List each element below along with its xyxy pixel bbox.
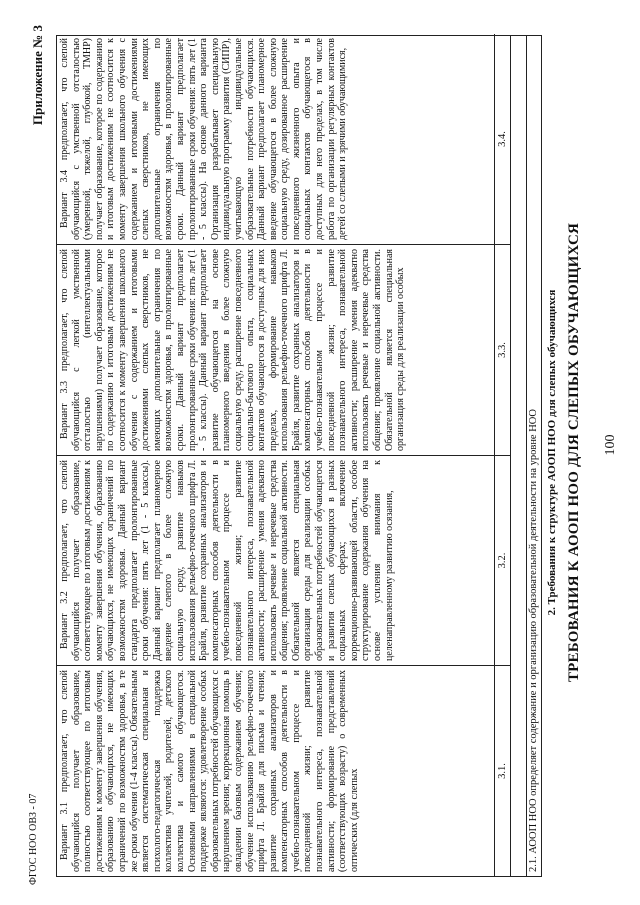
column-text-3-4 xyxy=(57,34,494,245)
column-text: Вариант 3.1 предполагает, что слепой обучающийся получает образование, полностью соответствующее по итоговым достижениям к моменту завершения обучения, образованию обучающихся, не имеющих ограничений по возможностям здоровья, в те же сроки обучения (1-4 классы). Обязательным является систематическая специальная и психолого-педагогическая поддержка коллектива учителей, родителей, детского коллектива и самого обучающегося. Основными направлениями в специальной поддержке являются: удовлетворение особых образовательных потребностей обучающихся с нарушением зрения; коррекционная помощь в овладении базовым содержанием обучения; обучение использованию рельефно-точечного шрифта Л. Брайля для письма и чтения; развитие сохранных анализаторов и компенсаторных способов деятельности в учебно-познавательном процессе и повседневной жизни; развитие познавательного интереса, познавательной активности; формирование представлений (соответствующих возрасту) о современных оптических (для слепых xyxy=(59,670,360,872)
page-number: 100 xyxy=(603,434,618,456)
column-text-3-1 xyxy=(57,666,494,876)
empty-row xyxy=(510,36,526,876)
column-text-3-2 xyxy=(57,456,494,666)
requirements-table xyxy=(56,35,542,877)
column-text: Вариант 3.2 предполагает, что слепой обучающийся получает образование, соответствующее по итоговым достижениям к моменту завершения обучения, образованию обучающихся, не имеющих ограничений по возможностям здоровья. Данный вариант стандарта предполагает пролонгированные сроки обучения: пять лет (1 - 5 классы). Данный вариант предполагает планомерное введение слепого в более сложную социальную среду, развитие навыков использования рельефно-точечного шрифта Л. Брайля, развитие сохранных анализаторов и компенсаторных способов деятельности в учебно-познавательном процессе и повседневной жизни; развитие познавательного интереса, познавательной активности; расширение умения адекватно использовать речевые и неречевые средства общения; проявление социальной активности. Обязательной является специальная организация среды для реализации особых образовательных потребностей обучающегося и развития слепых обучающихся в разных социальных сферах; включение коррекционно-развивающей области, особое структурирование содержания обучения на основе усиления внимания к целенаправленному развитию осязания, xyxy=(59,460,395,661)
column-header-3-1: 3.1. xyxy=(494,666,510,876)
appendix-label: Приложение № 3 xyxy=(30,25,45,126)
column-text: Вариант 3.4 предполагает, что слепой обучающийся с умственной отсталостью (умеренной, тяжелой, глубокой, ТМНР) получает образование, которое по содержанию и итоговым достижениям не соотносится к моменту завершения школьного обучения с содержанием и итоговыми достижениями слепых сверстников, не имеющих дополнительные ограничения по возможностям здоровья, в пролонгированные сроки. Данный вариант предполагает пролонгированные сроки обучения: пять лет (1 - 5 классы). На основе данного варианта Организация разрабатывает специальную индивидуальную программу развития (СИПР), учитывающую индивидуальные образовательные потребности обучающихся. Данный вариант предполагает планомерное введение обучающегося в более сложную социальную среду, дозированное расширение повседневного жизненного опыта и социальных контактов обучающегося в доступных для него пределах, в том числе работа по организации регулярных контактов детей со слепыми и зрячими обучающимися, xyxy=(59,38,349,240)
footer-code: ФГОС НОО ОВЗ - 07 xyxy=(28,793,39,885)
page-subtitle: 2. Требования к структуре АООП НОО для слепых обучающихся xyxy=(546,289,558,616)
page-title: ТРЕБОВАНИЯ К АООП НОО ДЛЯ СЛЕПЫХ ОБУЧАЮЩИХСЯ xyxy=(566,222,582,683)
column-header-3-2: 3.2. xyxy=(494,456,510,666)
column-text-3-3 xyxy=(57,245,494,456)
column-text: Вариант 3.3 предполагает, что слепой обучающийся с легкой умственной отсталостью (интеллектуальными нарушениями) получает образование, которое по содержанию и итоговым достижениям не соотносится к моменту завершения школьного обучения с содержанием и итоговыми достижениями слепых сверстников, не имеющих дополнительные ограничения по возможностям здоровья, в пролонгированные сроки. Данный вариант предполагает пролонгированные сроки обучения: пять лет (1 - 5 классы). Данный вариант предполагает развитие обучающегося на основе планомерного введения в более сложную социальную среду, расширение повседневного социально-бытового опыта, социальных контактов обучающегося в доступных для них пределах, формирование навыков использования рельефно-точечного шрифта Л. Брайля, развитие сохранных анализаторов и компенсаторных способов деятельности в учебно-познавательном процессе и повседневной жизни; развитие познавательного интереса, познавательной активности; расширение умения адекватно использовать речевые и неречевые средства общения; проявление социальной активности. Обязательной является специальная организация среды для реализации особых xyxy=(59,249,407,451)
column-header-3-3: 3.3. xyxy=(494,245,510,456)
row-2-1: 2.1. АООП НОО определяет содержание и организацию образовательной деятельности на уровне НОО xyxy=(526,36,541,876)
column-header-3-4: 3.4. xyxy=(494,34,510,245)
